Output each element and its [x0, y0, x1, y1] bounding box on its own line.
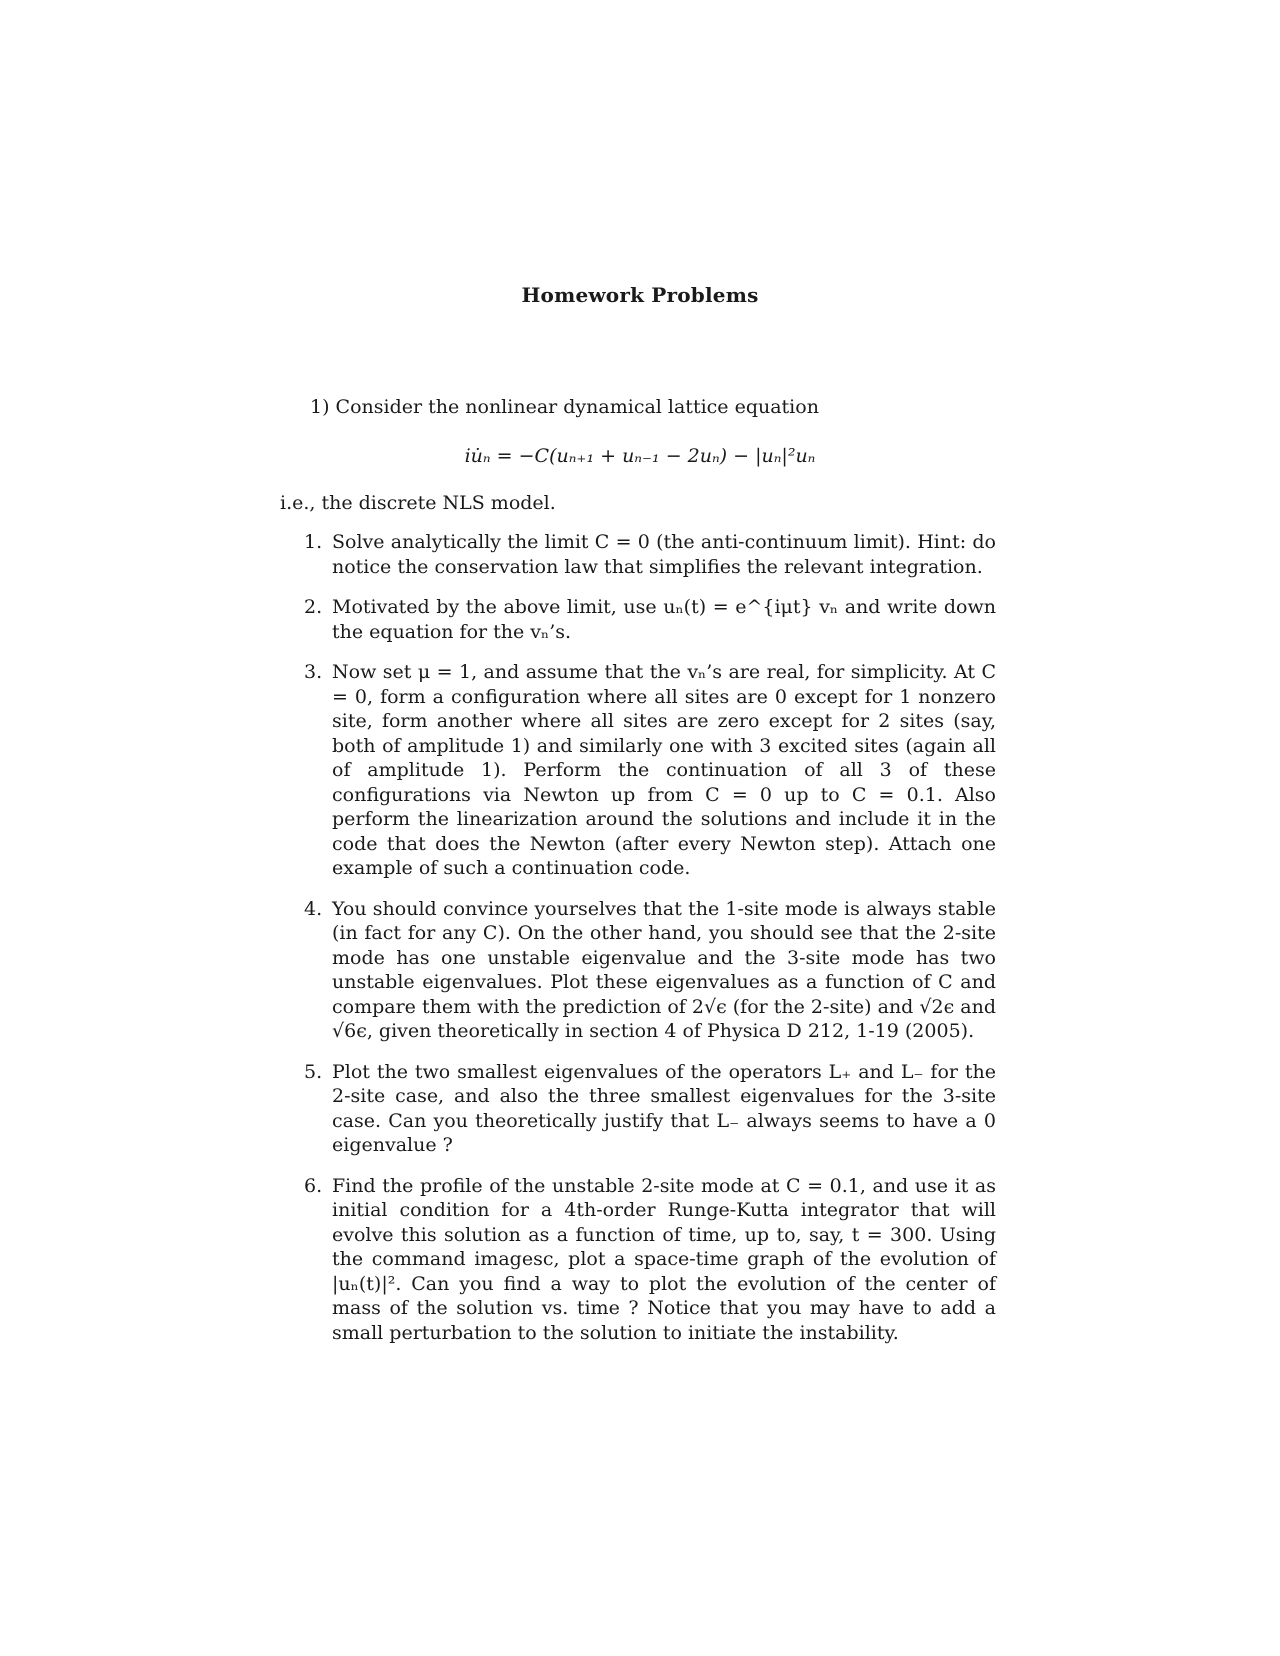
- problem-text: You should convince yourselves that the 1-site mode is always stable (in fact for any C). On the other hand, you should see that the 2-site mode has one unstable eigenvalue and the 3-site mode has two unstable eigenvalues. Plot these eigenvalues as a function of C and compare them with the prediction of 2√ϵ (for the 2-site) and √2ϵ and √6ϵ, given theoretically in section 4 of Physica D 212, 1-19 (2005).: [332, 897, 996, 1042]
- list-item: [280, 595, 996, 644]
- problem-text: Motivated by the above limit, use uₙ(t) = e^{iμt} vₙ and write down the equation for the vₙ’s.: [332, 596, 996, 643]
- problem-text: Now set μ = 1, and assume that the vₙ’s are real, for simplicity. At C = 0, form a configuration where all sites are 0 except for 1 nonzero site, form another where all sites are zero except for 2 sites (say, both of amplitude 1) and similarly one with 3 excited sites (again all of amplitude 1). Perform the continuation of all 3 of these configurations via Newton up from C = 0 up to C = 0.1. Also perform the linearization around the solutions and include it in the code that does the Newton (after every Newton step). Attach one example of such a continuation code.: [332, 661, 996, 879]
- problem-number: 2.: [304, 596, 323, 618]
- problem-number: 5.: [304, 1060, 323, 1083]
- list-item: [280, 1174, 996, 1346]
- problem-number: 6.: [304, 1174, 323, 1197]
- list-item: [280, 897, 996, 1044]
- problem-number: 1.: [304, 531, 323, 553]
- model-note: i.e., the discrete NLS model.: [280, 492, 556, 514]
- problem-list: [280, 530, 996, 1361]
- list-item: [280, 530, 996, 579]
- list-item: [280, 1060, 996, 1158]
- problem-text: Solve analytically the limit C = 0 (the anti-continuum limit). Hint: do notice the conservation law that simplifies the relevant integration.: [332, 531, 996, 578]
- list-item: [280, 660, 996, 881]
- page-title: Homework Problems: [521, 283, 759, 307]
- lattice-equation: iu̇ₙ = −C(uₙ₊₁ + uₙ₋₁ − 2uₙ) − |uₙ|²uₙ: [464, 445, 816, 467]
- problem-text: Find the profile of the unstable 2-site mode at C = 0.1, and use it as initial condition for a 4th-order Runge-Kutta integrator that will evolve this solution as a function of time, up to, say, t = 300. Using the command imagesc, plot a space-time graph of the evolution of |uₙ(t)|². Can you find a way to plot the evolution of the center of mass of the solution vs. time ? Notice that you may have to add a small perturbation to the solution to initiate the instability.: [332, 1174, 996, 1344]
- intro-line: 1) Consider the nonlinear dynamical lattice equation: [310, 396, 819, 418]
- problem-text: Plot the two smallest eigenvalues of the operators L₊ and L₋ for the 2-site case, and also the three smallest eigenvalues for the 3-site case. Can you theoretically justify that L₋ always seems to have a 0 eigenvalue ?: [332, 1060, 996, 1156]
- problem-number: 3.: [304, 661, 323, 683]
- problem-number: 4.: [304, 897, 323, 920]
